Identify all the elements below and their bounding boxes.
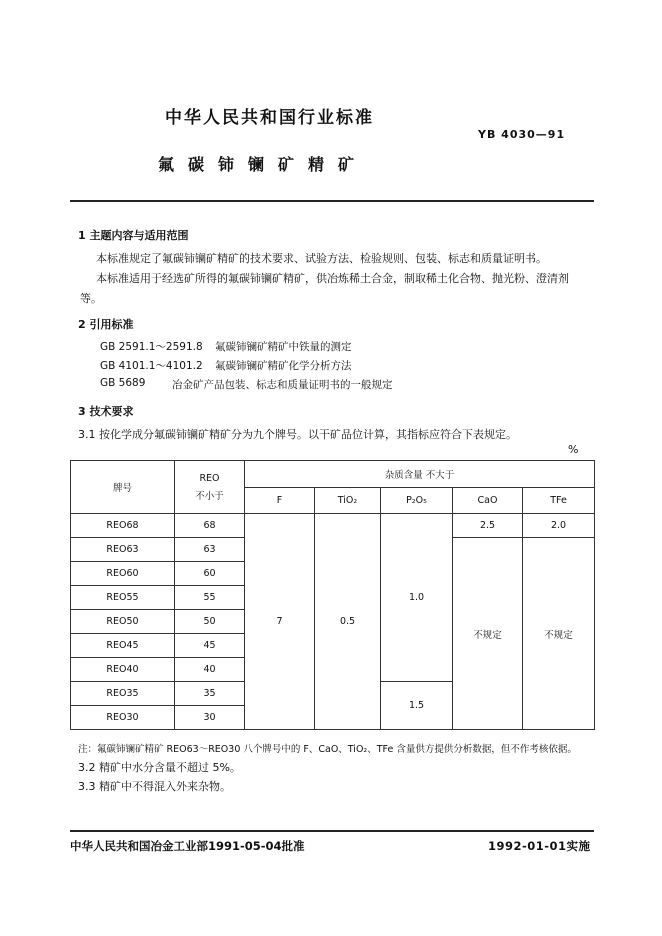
reference-title: 氟碳铈镧矿精矿化学分析方法 (215, 360, 352, 372)
section-3-1-text: 3.1 按化学成分氟碳铈镧矿精矿分为九个牌号。以干矿品位计算，其指标应符合下表规定。 (78, 428, 517, 441)
impurity-header: 杂质含量 不大于 (245, 461, 595, 488)
tfe-top-cell: 2.0 (523, 514, 595, 538)
section-2-heading: 2 引用标准 (78, 318, 134, 331)
reference-code: GB 2591.1～2591.8 (100, 341, 203, 353)
brand-cell: REO45 (71, 634, 175, 658)
reference-title: 冶金矿产品包装、标志和质量证明书的一般规定 (172, 379, 393, 391)
reo-cell: 50 (175, 610, 245, 634)
col-tio2-header: TiO₂ (315, 488, 381, 514)
unit-label: % (568, 443, 579, 456)
col-f-header: F (245, 488, 315, 514)
brand-cell: REO40 (71, 658, 175, 682)
header-divider (70, 200, 594, 202)
reo-cell: 68 (175, 514, 245, 538)
reo-header (175, 461, 245, 514)
brand-cell: REO63 (71, 538, 175, 562)
tfe-rest-cell: 不规定 (523, 538, 595, 730)
brand-cell: REO35 (71, 682, 175, 706)
reference-code: GB 5689 (100, 377, 146, 389)
f-value-cell: 7 (245, 514, 315, 730)
cao-rest-cell: 不规定 (453, 538, 523, 730)
brand-cell: REO55 (71, 586, 175, 610)
col-p2o5-header: P₂O₅ (381, 488, 453, 514)
approval-line: 中华人民共和国冶金工业部1991-05-04批准 (70, 839, 305, 853)
brand-cell: REO60 (71, 562, 175, 586)
section-1-paragraph-1: 本标准规定了氟碳铈镧矿精矿的技术要求、试验方法、检验规则、包装、标志和质量证明书。 (96, 252, 547, 265)
reo-cell: 35 (175, 682, 245, 706)
section-1-paragraph-2-end: 等。 (80, 292, 102, 305)
brand-cell: REO50 (71, 610, 175, 634)
section-1-paragraph-2: 本标准适用于经选矿所得的氟碳铈镧矿精矿，供冶炼稀土合金，制取稀土化合物、抛光粉、澄清剂 (96, 272, 569, 285)
specification-table (70, 460, 595, 730)
reference-code: GB 4101.1～4101.2 (100, 360, 203, 372)
section-3-3-text: 3.3 精矿中不得混入外来杂物。 (78, 780, 231, 793)
p2o5-value-cell: 1.0 (381, 514, 453, 682)
tio2-value-cell: 0.5 (315, 514, 381, 730)
reo-cell: 63 (175, 538, 245, 562)
table-note: 注：氟碳铈镧矿精矿 REO63～REO30 八个牌号中的 F、CaO、TiO₂、TFe 含量供方提供分析数据，但不作考核依据。 (78, 744, 577, 755)
reo-header-label: REO (199, 472, 220, 484)
brand-cell: REO30 (71, 706, 175, 730)
section-3-2-text: 3.2 精矿中水分含量不超过 5%。 (78, 761, 241, 774)
reference-title: 氟碳铈镧矿精矿中铁量的测定 (215, 341, 352, 353)
p2o5-value-cell-low: 1.5 (381, 682, 453, 730)
standard-category-title: 中华人民共和国行业标准 (165, 108, 374, 128)
brand-cell: REO68 (71, 514, 175, 538)
table-row (71, 514, 595, 538)
section-1-heading: 1 主题内容与适用范围 (78, 229, 189, 242)
reo-cell: 30 (175, 706, 245, 730)
col-cao-header: CaO (453, 488, 523, 514)
document-title: 氟碳铈镧矿精矿 (158, 155, 369, 174)
standard-code: YB 4030—91 (478, 128, 566, 141)
footer-divider (70, 830, 594, 832)
col-tfe-header: TFe (523, 488, 595, 514)
reo-cell: 40 (175, 658, 245, 682)
section-3-heading: 3 技术要求 (78, 405, 134, 418)
reo-cell: 55 (175, 586, 245, 610)
brand-header: 牌号 (71, 461, 175, 514)
reo-header-qualifier: 不小于 (195, 490, 224, 502)
reo-cell: 45 (175, 634, 245, 658)
reo-cell: 60 (175, 562, 245, 586)
effective-date: 1992-01-01实施 (488, 839, 591, 853)
cao-top-cell: 2.5 (453, 514, 523, 538)
